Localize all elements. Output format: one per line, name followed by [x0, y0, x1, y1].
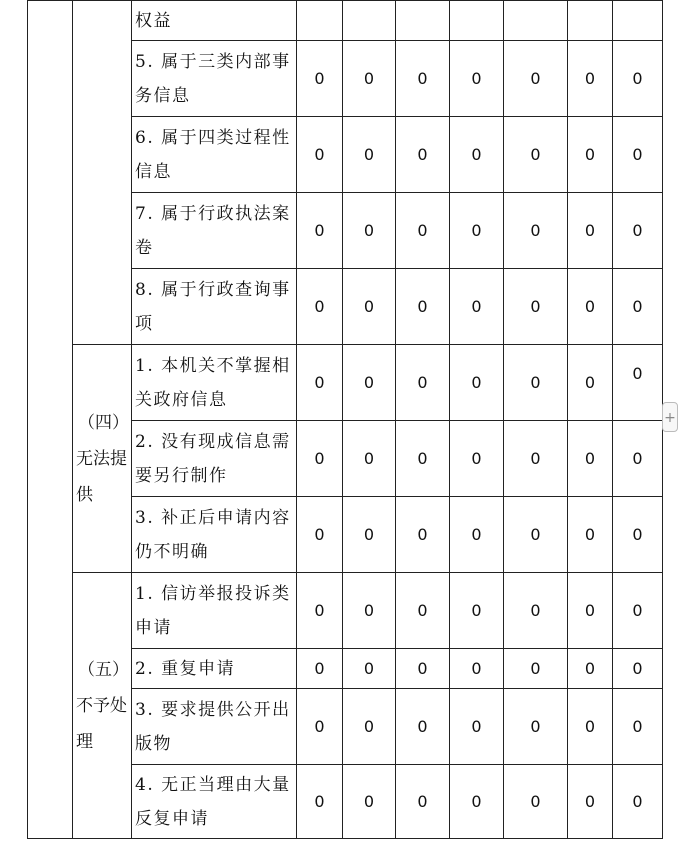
value-cell: 0 [504, 193, 568, 269]
row-label: 5. 属于三类内部事务信息 [132, 41, 297, 117]
value-cell: 0 [450, 689, 504, 765]
value-cell: 0 [504, 41, 568, 117]
group-prefix: （四） [78, 412, 129, 433]
value-cell: 0 [613, 345, 663, 421]
value-cell: 0 [568, 117, 613, 193]
value-cell: 0 [297, 421, 343, 497]
row-label: 4. 无正当理由大量反复申请 [132, 765, 297, 839]
value-cell: 0 [396, 497, 450, 573]
value-cell: 0 [568, 421, 613, 497]
value-cell: 0 [450, 269, 504, 345]
value-cell [297, 1, 343, 41]
value-cell: 0 [343, 497, 396, 573]
value-cell: 0 [504, 573, 568, 649]
value-cell: 0 [568, 497, 613, 573]
value-cell: 0 [343, 649, 396, 689]
value-cell: 0 [568, 345, 613, 421]
value-cell: 0 [343, 421, 396, 497]
table-expand-button[interactable]: + [662, 402, 678, 432]
value-cell: 0 [613, 573, 663, 649]
value-cell: 0 [343, 689, 396, 765]
row-label: 2. 没有现成信息需要另行制作 [132, 421, 297, 497]
value-cell: 0 [343, 573, 396, 649]
value-cell: 0 [297, 269, 343, 345]
value-cell: 0 [568, 193, 613, 269]
value-cell: 0 [396, 269, 450, 345]
value-cell: 0 [343, 193, 396, 269]
value-cell: 0 [396, 421, 450, 497]
row-label: 8. 属于行政查询事项 [132, 269, 297, 345]
value-cell: 0 [297, 41, 343, 117]
value-cell [343, 1, 396, 41]
value-cell: 0 [613, 117, 663, 193]
value-cell: 0 [613, 421, 663, 497]
value-cell: 0 [568, 573, 613, 649]
row-label: 7. 属于行政执法案卷 [132, 193, 297, 269]
value-cell: 0 [396, 649, 450, 689]
statistics-table [27, 0, 663, 839]
value-cell: 0 [568, 649, 613, 689]
value-cell: 0 [396, 573, 450, 649]
value-cell: 0 [504, 689, 568, 765]
group-cell-continued [73, 1, 132, 345]
value-cell: 0 [396, 193, 450, 269]
value-cell: 0 [343, 765, 396, 839]
row-label: 2. 重复申请 [132, 649, 297, 689]
value-cell: 0 [396, 765, 450, 839]
row-label: 1. 本机关不掌握相关政府信息 [132, 345, 297, 421]
value-cell: 0 [343, 269, 396, 345]
value-cell: 0 [504, 497, 568, 573]
value-cell: 0 [343, 345, 396, 421]
value-cell: 0 [450, 765, 504, 839]
value-cell: 0 [450, 41, 504, 117]
group-title: 无法提供 [76, 448, 127, 505]
table-row [28, 345, 663, 421]
value-cell: 0 [450, 421, 504, 497]
value-cell: 0 [568, 269, 613, 345]
value-cell: 0 [504, 117, 568, 193]
row-label: 3. 要求提供公开出版物 [132, 689, 297, 765]
value-cell [613, 1, 663, 41]
value-cell: 0 [297, 765, 343, 839]
value-cell: 0 [568, 765, 613, 839]
value-cell: 0 [568, 41, 613, 117]
value-cell [450, 1, 504, 41]
value-cell: 0 [450, 193, 504, 269]
value-cell: 0 [297, 689, 343, 765]
value-cell: 0 [343, 41, 396, 117]
value-cell: 0 [396, 689, 450, 765]
value-cell: 0 [297, 497, 343, 573]
value-cell: 0 [613, 41, 663, 117]
value-cell: 0 [297, 573, 343, 649]
row-label: 1. 信访举报投诉类申请 [132, 573, 297, 649]
group-title: 不予处理 [76, 695, 127, 752]
value-cell: 0 [297, 345, 343, 421]
value-cell: 0 [613, 497, 663, 573]
row-label: 权益 [132, 1, 297, 41]
group-cell-not-processed [73, 573, 132, 839]
value-cell: 0 [450, 497, 504, 573]
value-cell: 0 [297, 193, 343, 269]
value-cell: 0 [568, 689, 613, 765]
value-cell: 0 [613, 193, 663, 269]
value-cell: 0 [297, 117, 343, 193]
value-cell: 0 [504, 269, 568, 345]
value-cell [396, 1, 450, 41]
value-cell: 0 [396, 41, 450, 117]
value-cell: 0 [504, 649, 568, 689]
value-cell: 0 [343, 117, 396, 193]
value-cell: 0 [450, 573, 504, 649]
table-row [28, 1, 663, 41]
value-cell: 0 [396, 345, 450, 421]
value-cell: 0 [504, 421, 568, 497]
value-cell: 0 [504, 345, 568, 421]
value-cell: 0 [613, 765, 663, 839]
row-label: 3. 补正后申请内容仍不明确 [132, 497, 297, 573]
value-cell: 0 [450, 117, 504, 193]
group-prefix: （五） [78, 659, 129, 680]
value-cell: 0 [613, 649, 663, 689]
value-cell: 0 [396, 117, 450, 193]
value-cell: 0 [613, 689, 663, 765]
value-cell: 0 [613, 269, 663, 345]
value-cell: 0 [297, 649, 343, 689]
value-cell [504, 1, 568, 41]
value-cell: 0 [504, 765, 568, 839]
value-cell: 0 [450, 649, 504, 689]
group-cell-unable-to-provide [73, 345, 132, 573]
row-label: 6. 属于四类过程性信息 [132, 117, 297, 193]
value-cell: 0 [450, 345, 504, 421]
table-row [28, 573, 663, 649]
outer-category-cell [28, 1, 73, 839]
value-cell [568, 1, 613, 41]
